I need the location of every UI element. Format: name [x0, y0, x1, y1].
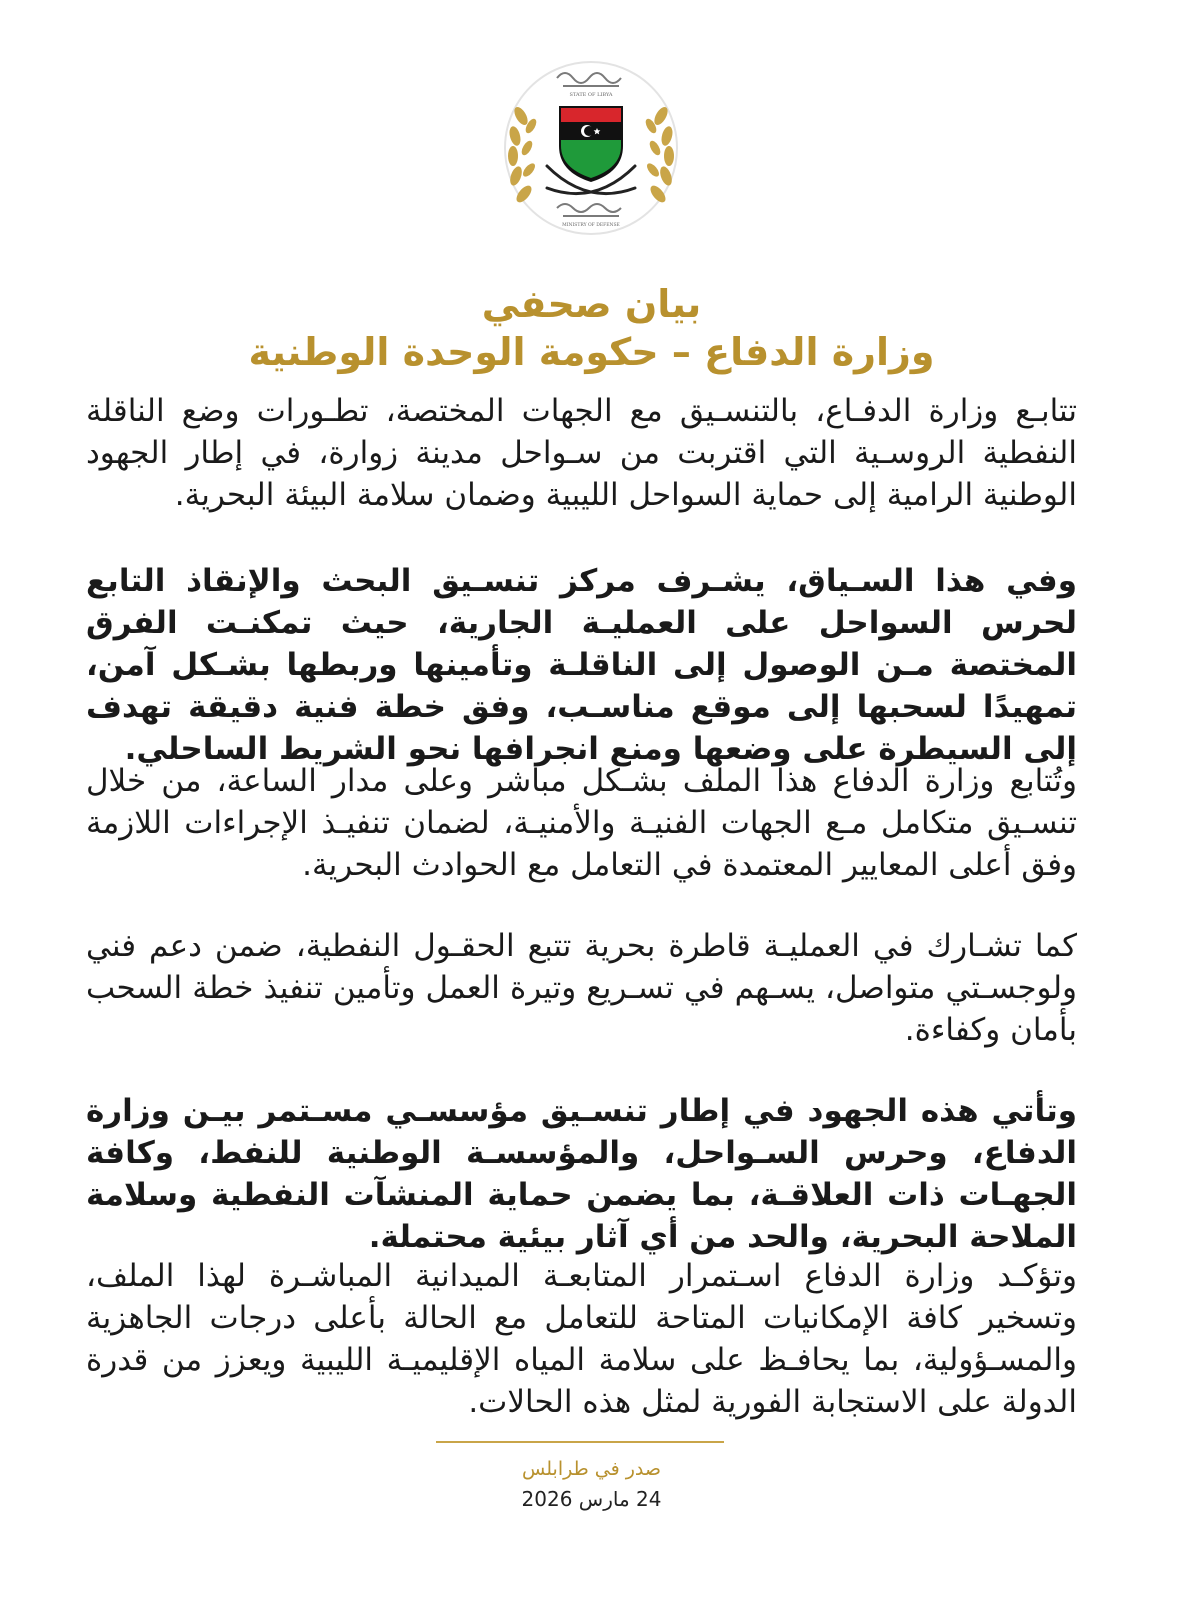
paragraph-4: كما تشـارك في العمليـة قاطرة بحرية تتبع الحقـول النفطية، ضمن دعم فني ولوجسـتي متواصل، يسـهم في تسـريع وتيرة العمل وتأمين تنفيذ خطة السحب بأمان وكفاءة.: [86, 928, 1077, 1048]
issued-place: صدر في طرابلس: [522, 1458, 661, 1480]
ministry-subtitle: وزارة الدفاع – حكومة الوحدة الوطنية: [248, 330, 935, 374]
issued-date: 24 مارس 2026: [521, 1487, 662, 1511]
footer-divider: [436, 1441, 724, 1443]
paragraph-6: وتؤكـد وزارة الدفاع اسـتمرار المتابعـة الميدانية المباشـرة لهذا الملف، وتسخير كافة الإمكانيات المتاحة للتعامل مع الحالة بأعلى درجات الجاهزية والمسـؤولية، بما يحافـظ على سلامة المياه الإقليميـة الليبية ويعزز من قدرة الدولة على الاستجابة الفورية لمثل هذه الحالات.: [86, 1258, 1077, 1420]
paragraph-5: وتأتي هذه الجهود في إطار تنسـيق مؤسسـي مسـتمر بيـن وزارة الدفاع، وحرس السـواحل، والمؤسسـة الوطنية للنفط، وكافة الجهـات ذات العلاقـة، بما يضمن حماية المنشآت النفطية وسلامة الملاحة البحرية، والحد من أي آثار بيئية محتملة.: [86, 1093, 1077, 1255]
paragraph-2: وفي هذا السـياق، يشـرف مركز تنسـيق البحث والإنقاذ التابع لحرس السواحل على العمليـة الجارية، حيث تمكنـت الفرق المختصة مـن الوصول إلى الناقلـة وتأمينها وربطها بشـكل آمن، تمهيدًا لسحبها إلى موقع مناسـب، وفق خطة فنية دقيقة تهدف إلى السيطرة على وضعها ومنع انجرافها نحو الشريط الساحلي.: [86, 563, 1077, 767]
ministry-emblem: [491, 56, 691, 241]
paragraph-3: وتُتابع وزارة الدفاع هذا الملف بشـكل مباشر وعلى مدار الساعة، من خلال تنسـيق متكامل مـع الجهات الفنيـة والأمنيـة، لضمان تنفيـذ الإجراءات اللازمة وفق أعلى المعايير المعتمدة في التعامل مع الحوادث البحرية.: [86, 763, 1077, 883]
paragraph-1: تتابـع وزارة الدفـاع، بالتنسـيق مع الجهات المختصة، تطـورات وضع الناقلة النفطية الروسـية التي اقتربت من سـواحل مدينة زوارة، في إطار الجهود الوطنية الرامية إلى حماية السواحل الليبية وضمان سلامة البيئة البحرية.: [86, 393, 1077, 513]
press-release-title: بيان صحفي: [481, 282, 702, 326]
svg-text:STATE OF LIBYA: STATE OF LIBYA: [569, 92, 613, 98]
svg-text:MINISTRY OF DEFENSE: MINISTRY OF DEFENSE: [562, 223, 620, 228]
